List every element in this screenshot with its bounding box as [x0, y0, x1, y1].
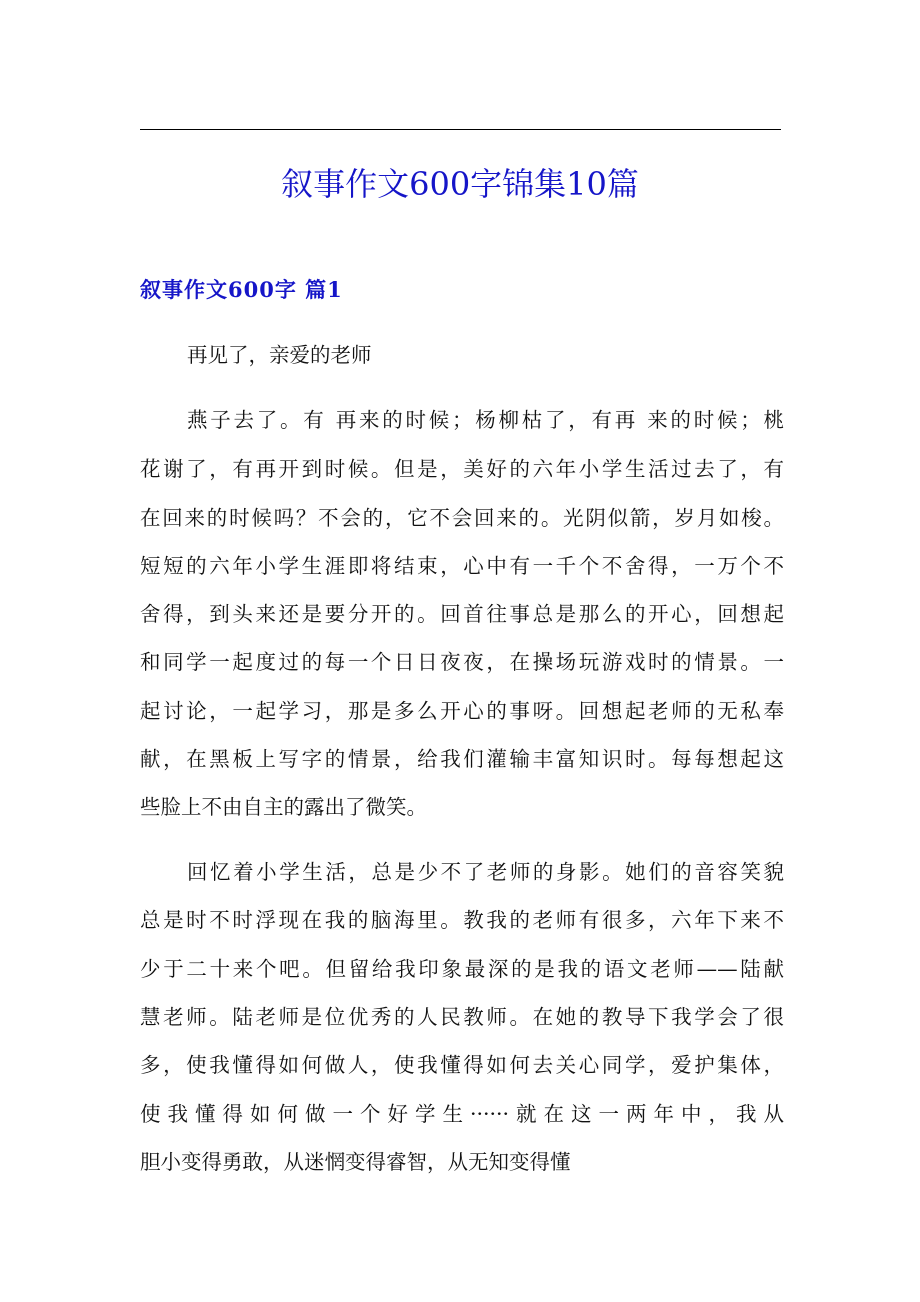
essay-subtitle: 再见了，亲爱的老师: [187, 343, 372, 367]
text-line: 花谢了，有再开到时候。但是，美好的六年小学生活过去了，有: [140, 457, 784, 481]
text-line: 多，使我懂得如何做人，使我懂得如何去关心同学，爱护集体，: [140, 1053, 784, 1077]
text-line: 献，在黑板上写字的情景，给我们灌输丰富知识时。每每想起这: [140, 747, 784, 771]
text-line: 少于二十来个吧。但留给我印象最深的是我的语文老师——陆献: [140, 957, 784, 981]
document-title: 叙事作文600字锦集10篇: [281, 165, 639, 203]
text-line: 和同学一起度过的每一个日日夜夜，在操场玩游戏时的情景。一: [140, 650, 784, 674]
text-line: 起讨论，一起学习，那是多么开心的事呀。回想起老师的无私奉: [140, 699, 784, 723]
text-line: 总是时不时浮现在我的脑海里。教我的老师有很多，六年下来不: [140, 908, 784, 932]
text-line: 舍得，到头来还是要分开的。回首往事总是那么的开心，回想起: [140, 602, 784, 626]
section-heading: 叙事作文600字 篇1: [140, 277, 343, 302]
text-line: 些脸上不由自主的露出了微笑。: [140, 795, 427, 819]
text-line: 胆小变得勇敢，从迷惘变得睿智，从无知变得懂: [140, 1150, 571, 1174]
text-line: 慧老师。陆老师是位优秀的人民教师。在她的教导下我学会了很: [140, 1005, 784, 1029]
header-rule: [140, 129, 781, 130]
text-line: 燕子去了。有 再来的时候；杨柳枯了，有再 来的时候；桃: [187, 408, 784, 432]
text-line: 短短的六年小学生涯即将结束，心中有一千个不舍得，一万个不: [140, 554, 784, 578]
text-line: 使我懂得如何做一个好学生······就在这一两年中，我从: [140, 1102, 784, 1126]
text-line: 回忆着小学生活，总是少不了老师的身影。她们的音容笑貌: [187, 860, 784, 884]
text-line: 在回来的时候吗？不会的，它不会回来的。光阴似箭，岁月如梭。: [140, 506, 784, 530]
